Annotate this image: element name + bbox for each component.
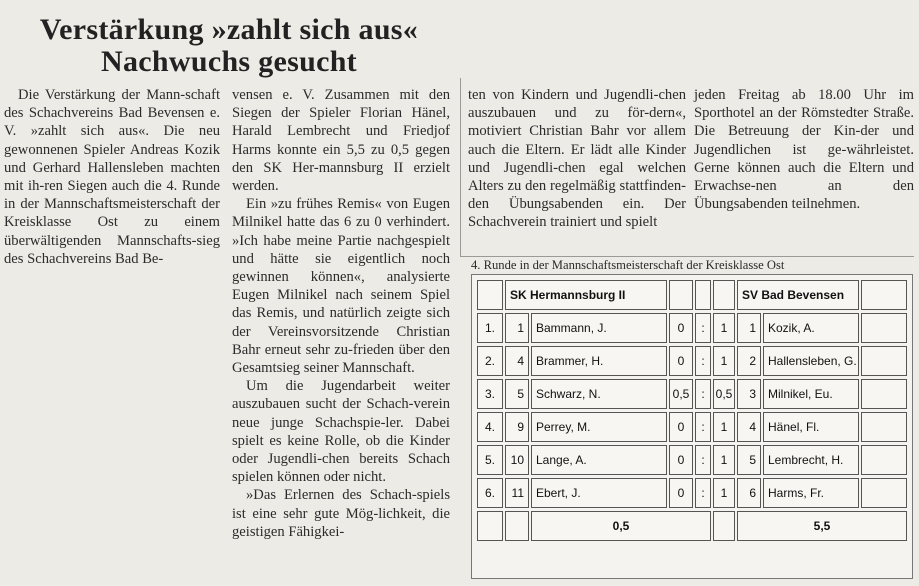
paragraph: Um die Jugendarbeit weiter auszubauen sucht der Schach-verein neue junge Schachspie-ler. Dabei spielt es keine Rolle, ob die Kinder oder Jugendli-chen bereits Schach spielen können oder nicht.	[232, 378, 450, 486]
table-caption: 4. Runde in der Mannschaftsmeisterschaft der Kreisklasse Ost	[471, 258, 785, 272]
results-table-box	[468, 255, 914, 582]
table-cell-home-player: Lange, A.	[531, 445, 667, 475]
table-cell-away-score: 1	[713, 346, 735, 376]
paragraph: vensen e. V. Zusammen mit den Siegen der Spieler Florian Hänel, Harald Lembrecht und Friedjof Harms konnte ein 5,5 zu 0,5 gegen den SK Her-mannsburg II erzielt werden.	[232, 87, 450, 195]
table-cell-away-rank: 6	[737, 478, 761, 508]
table-cell-away-score: 1	[713, 313, 735, 343]
blank-cell	[861, 313, 907, 343]
away-team-header: SV Bad Bevensen	[737, 280, 859, 310]
table-cell-board: 5.	[477, 445, 503, 475]
table-cell-away-player: Milnikel, Eu.	[763, 379, 859, 409]
table-cell-away-score: 1	[713, 412, 735, 442]
table-cell-home-player: Perrey, M.	[531, 412, 667, 442]
table-cell-away-rank: 2	[737, 346, 761, 376]
table-cell-home-player: Bammann, J.	[531, 313, 667, 343]
table-cell-home-player: Schwarz, N.	[531, 379, 667, 409]
table-cell-home-score: 0	[669, 412, 693, 442]
paragraph: »Das Erlernen des Schach-spiels ist eine sehr gute Mög-lichkeit, die geistigen Fähigkei-	[232, 487, 450, 540]
table-cell-board: 4.	[477, 412, 503, 442]
table-cell-away-rank: 5	[737, 445, 761, 475]
table-cell-home-rank: 10	[505, 445, 529, 475]
column-divider	[460, 78, 461, 256]
score-separator: :	[695, 346, 711, 376]
paragraph: Ein »zu frühes Remis« von Eugen Milnikel hatte das 6 zu 0 verhindert. »Ich habe meine Partie nachgespielt und hätte sie eigentlich noch gewinnen können«, analysierte Eugen Milnikel nach seinem Spiel das Remis, und natürlich zeigte sich der Vereinsvorsitzende Christian Bahr erneut sehr zu-frieden über den Gesamtsieg seiner Mannschaft.	[232, 196, 450, 377]
table-cell-board: 2.	[477, 346, 503, 376]
table-cell-home-score: 0,5	[669, 379, 693, 409]
table-cell-home-player: Ebert, J.	[531, 478, 667, 508]
header-blank-cell	[669, 280, 693, 310]
table-cell-board: 6.	[477, 478, 503, 508]
blank-cell	[861, 346, 907, 376]
article-column-1	[4, 86, 220, 268]
results-table	[471, 274, 913, 579]
table-cell-home-score: 0	[669, 313, 693, 343]
article-column-2	[232, 86, 450, 541]
header-blank-cell	[713, 280, 735, 310]
table-cell-away-rank: 3	[737, 379, 761, 409]
header-blank-cell	[861, 280, 907, 310]
score-separator: :	[695, 313, 711, 343]
table-cell-home-score: 0	[669, 478, 693, 508]
paragraph: jeden Freitag ab 18.00 Uhr im Sporthotel an der Römstedter Straße. Die Betreuung der Kin-der und Jugendlichen ist ge-währleistet. Gerne können auch die Eltern und Erwachse-nen an den Übungsabenden teilnehmen.	[694, 87, 914, 213]
score-separator: :	[695, 445, 711, 475]
score-separator: :	[695, 412, 711, 442]
headline-line-1: Verstärkung »zahlt sich aus«	[39, 13, 419, 46]
home-total: 0,5	[531, 511, 711, 541]
paragraph: ten von Kindern und Jugendli-chen auszubauen und zu för-dern«, motiviert Christian Bahr vor allem auch die Eltern. Er lädt alle Kinder und Jugendli-chen egal welchen Alters zu den regelmäßig stattfinden-den Übungsabenden ein. Der Schachverein trainiert und spielt	[468, 87, 686, 231]
score-separator: :	[695, 478, 711, 508]
blank-cell	[861, 478, 907, 508]
table-cell-home-score: 0	[669, 346, 693, 376]
table-cell-home-score: 0	[669, 445, 693, 475]
blank-cell	[713, 511, 735, 541]
table-cell-home-rank: 1	[505, 313, 529, 343]
article-column-4	[694, 86, 914, 213]
blank-cell	[861, 379, 907, 409]
table-cell-home-player: Brammer, H.	[531, 346, 667, 376]
table-cell-away-score: 0,5	[713, 379, 735, 409]
table-cell-home-rank: 5	[505, 379, 529, 409]
score-separator: :	[695, 379, 711, 409]
header-blank-cell	[695, 280, 711, 310]
table-cell-away-player: Hallensleben, G.	[763, 346, 859, 376]
blank-cell	[477, 511, 503, 541]
blank-cell	[861, 445, 907, 475]
blank-cell	[505, 511, 529, 541]
table-cell-home-rank: 4	[505, 346, 529, 376]
table-cell-board: 1.	[477, 313, 503, 343]
table-cell-away-rank: 1	[737, 313, 761, 343]
table-cell-home-rank: 9	[505, 412, 529, 442]
away-total: 5,5	[737, 511, 907, 541]
table-cell-away-player: Kozik, A.	[763, 313, 859, 343]
article-column-3	[468, 86, 686, 232]
table-cell-away-score: 1	[713, 445, 735, 475]
blank-cell	[861, 412, 907, 442]
table-cell-board: 3.	[477, 379, 503, 409]
paragraph: Die Verstärkung der Mann-schaft des Schachvereins Bad Bevensen e. V. »zahlt sich aus«. Die neu gewonnenen Spieler Andreas Kozik und Gerhard Hallensleben machten mit ih-ren Siegen auch die 4. Runde in der Mannschaftsmeisterschaft der Kreisklasse Ost zu einem überwältigenden Mannschafts-sieg des Schachvereins Bad Be-	[4, 87, 220, 267]
table-cell-away-player: Lembrecht, H.	[763, 445, 859, 475]
headline-line-2: Nachwuchs gesucht	[101, 45, 357, 78]
table-cell-away-player: Harms, Fr.	[763, 478, 859, 508]
header-blank-cell	[477, 280, 503, 310]
table-cell-away-score: 1	[713, 478, 735, 508]
table-cell-away-rank: 4	[737, 412, 761, 442]
home-team-header: SK Hermannsburg II	[505, 280, 667, 310]
table-cell-away-player: Hänel, Fl.	[763, 412, 859, 442]
table-cell-home-rank: 11	[505, 478, 529, 508]
